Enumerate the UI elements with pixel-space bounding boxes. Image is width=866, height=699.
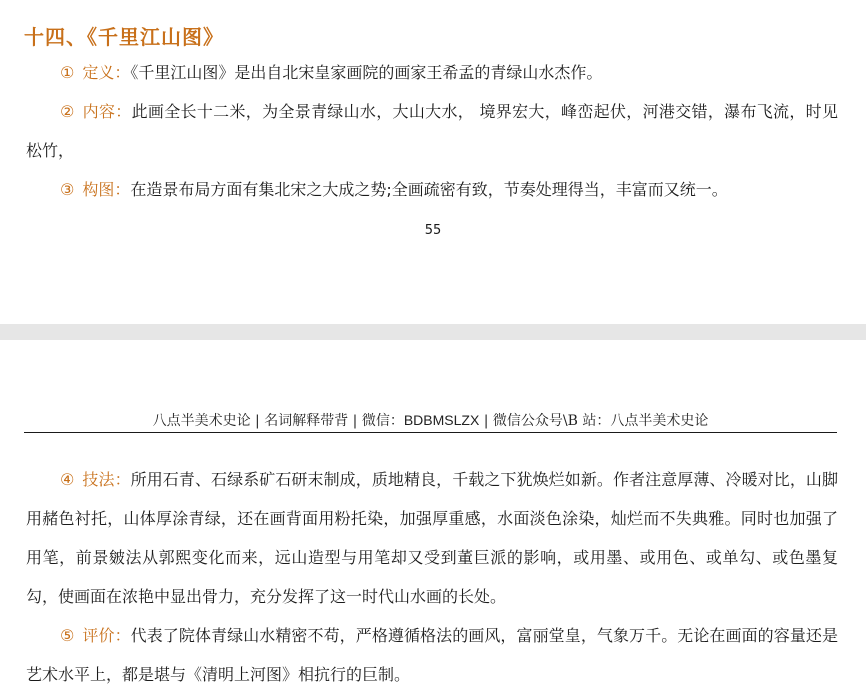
- item-number: ④: [60, 470, 75, 489]
- item-label: 评价：: [82, 626, 131, 645]
- header-rule: [24, 432, 837, 433]
- running-header-prefix: 八点半美术史论 | 名词解释带背 | 微信：: [152, 413, 404, 429]
- running-header: [24, 410, 837, 434]
- wechat-id: BDBMSLZX: [403, 412, 480, 428]
- item-label: 内容：: [82, 102, 132, 121]
- page-number: 55: [424, 223, 442, 238]
- item-text: 《千里江山图》是出自北宋皇家画院的画家王希孟的青绿山水杰作。: [130, 63, 603, 82]
- definition-paragraph: [26, 53, 838, 92]
- page-top: [0, 0, 866, 324]
- item-label: 构图：: [82, 180, 131, 199]
- item-text: 在造景布局方面有集北宋之大成之势;全画疏密有致，节奏处理得当，丰富而又统一。: [130, 180, 728, 199]
- item-number: ⑤: [60, 626, 75, 645]
- item-label: 技法：: [82, 470, 131, 489]
- section-heading: 十四、《千里江山图》: [24, 25, 224, 49]
- page-bottom: [0, 340, 866, 699]
- item-text: 所用石青、石绿系矿石研末制成，质地精良，千载之下犹焕烂如新。作者注意厚薄、冷暖对比，山脚用赭色衬托，山体厚涂青绿，还在画背面用粉托染，加强厚重感，水面淡色涂染，灿烂而不失典雅。同时也加强了用笔，前景皴法从郭熙变化而来，远山造型与用笔却又受到董巨派的影响，或用墨、或用色、或单勾、或色墨复勾，使画面在浓艳中显出骨力，充分发挥了这一时代山水画的长处。: [26, 470, 838, 606]
- item-text: 此画全长十二米，为全景青绿山水，大山大水， 境界宏大，峰峦起伏，河港交错，瀑布飞流，时见松竹，: [26, 102, 838, 160]
- composition-paragraph: [26, 170, 838, 209]
- item-number: ②: [60, 102, 75, 121]
- item-number: ①: [60, 63, 75, 82]
- running-header-suffix: | 微信公众号\B 站：八点半美术史论: [479, 413, 709, 429]
- item-label: 定义：: [82, 63, 131, 82]
- technique-paragraph: [26, 460, 838, 616]
- item-text: 代表了院体青绿山水精密不苟，严格遵循格法的画风，富丽堂皇，气象万千。无论在画面的容量还是艺术水平上，都是堪与《清明上河图》相抗行的巨制。: [26, 626, 838, 684]
- page-separator: [0, 324, 866, 340]
- content-paragraph: [26, 92, 838, 170]
- evaluation-paragraph: [26, 616, 838, 694]
- item-number: ③: [60, 180, 75, 199]
